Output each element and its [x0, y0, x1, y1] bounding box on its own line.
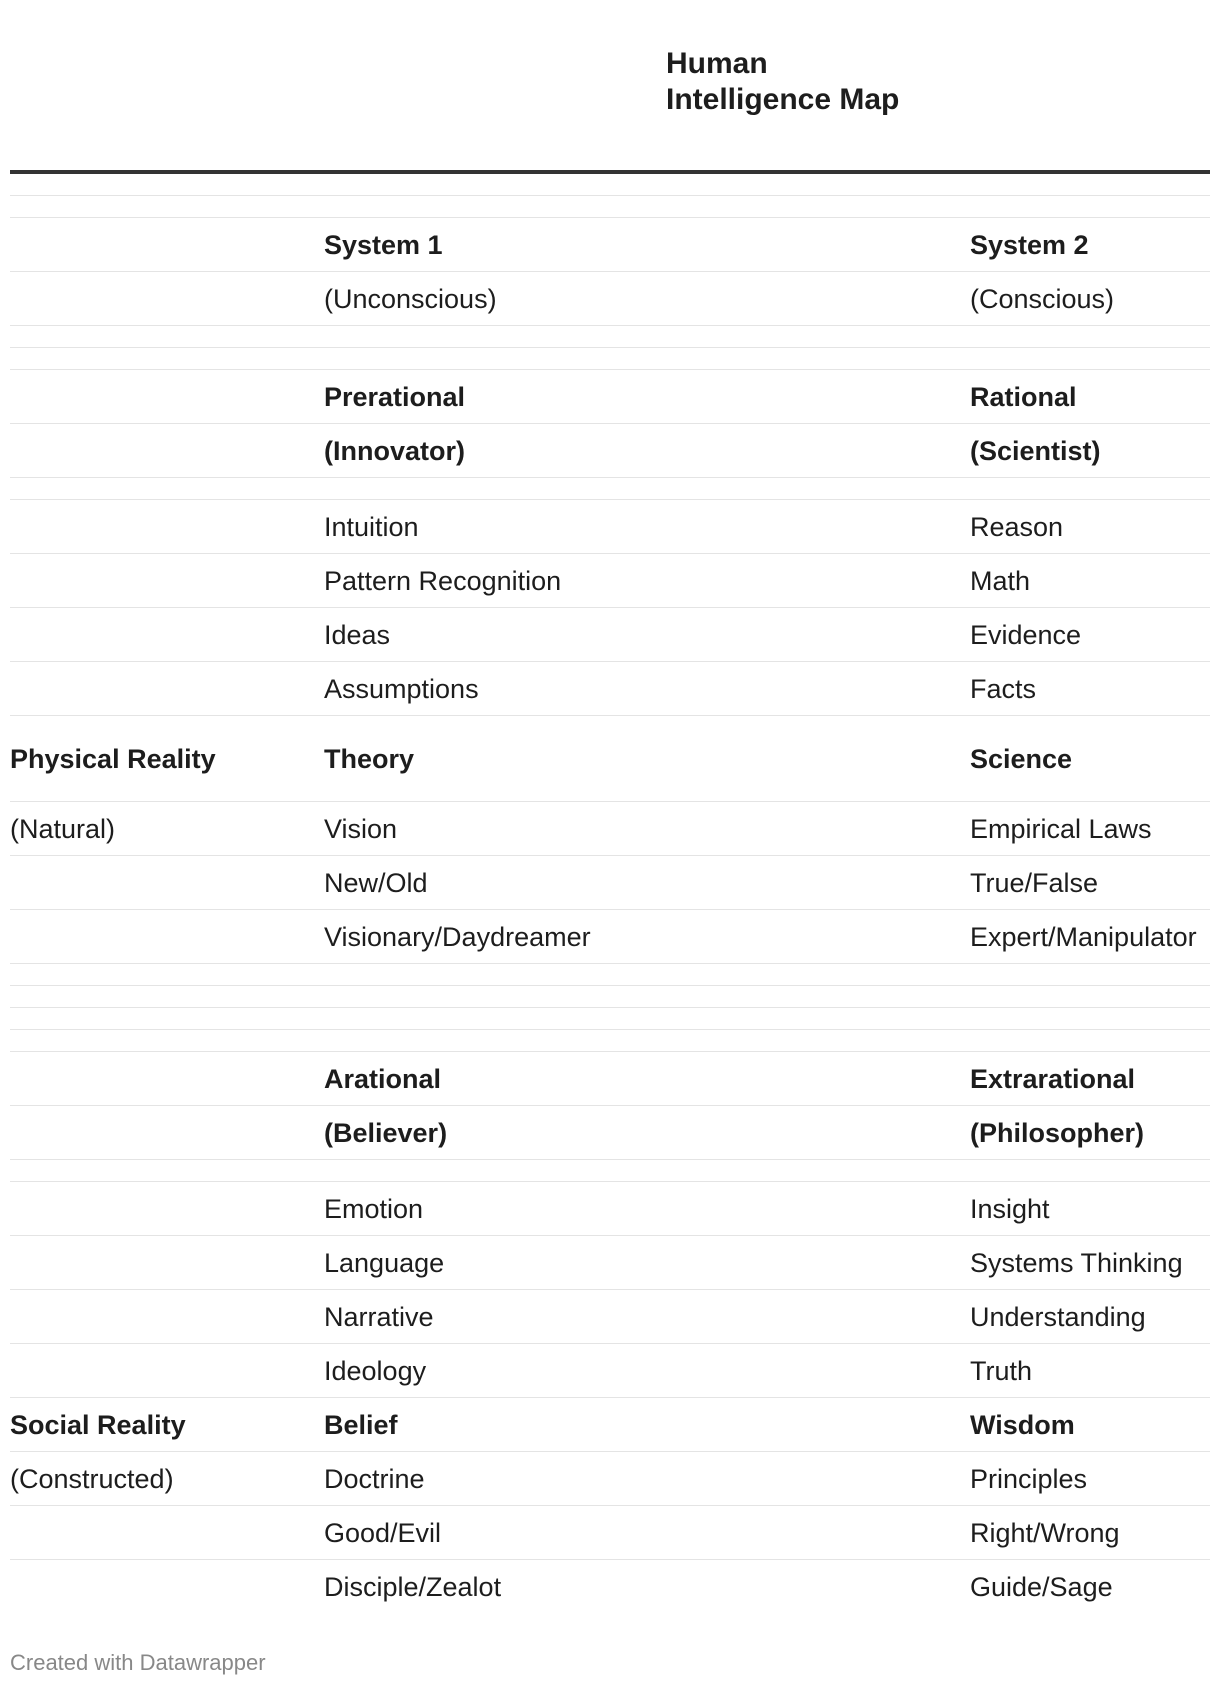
table-row	[10, 662, 1210, 716]
row-label	[10, 272, 310, 325]
system2-cell: Reason	[970, 511, 1064, 542]
system1-cell: Ideas	[324, 619, 391, 650]
system1-cell: Vision	[324, 813, 398, 844]
system2-cell: Guide/Sage	[970, 1572, 1113, 1602]
system2-cell: Truth	[970, 1355, 1033, 1386]
row-label	[10, 348, 310, 369]
row-label	[10, 910, 310, 963]
table-row	[10, 1560, 1210, 1614]
system2-cell	[970, 986, 1210, 1007]
system2-cell	[970, 478, 1210, 499]
system1-cell	[324, 348, 964, 369]
system1-cell: (Unconscious)	[324, 283, 497, 314]
row-label	[10, 608, 310, 661]
system1-cell	[324, 964, 964, 985]
table-row	[10, 1030, 1210, 1052]
system1-cell: Good/Evil	[324, 1517, 442, 1548]
system2-cell: (Philosopher)	[970, 1117, 1144, 1148]
system1-cell: Narrative	[324, 1301, 434, 1332]
table-header	[10, 0, 1210, 174]
system1-cell: Intuition	[324, 511, 419, 542]
row-label	[10, 1506, 310, 1559]
system2-cell: True/False	[970, 867, 1099, 898]
row-label	[10, 1160, 310, 1181]
system2-cell	[970, 174, 1210, 195]
system2-cell: Expert/Manipulator	[970, 921, 1197, 952]
system1-cell	[324, 1030, 964, 1051]
system1-cell	[324, 1160, 964, 1181]
row-label	[10, 1106, 310, 1159]
table-row	[10, 424, 1210, 478]
system1-cell: Disciple/Zealot	[324, 1572, 502, 1602]
system2-cell: Insight	[970, 1193, 1050, 1224]
table-row	[10, 1290, 1210, 1344]
row-label	[10, 1182, 310, 1235]
table-row	[10, 370, 1210, 424]
system2-cell: Right/Wrong	[970, 1517, 1120, 1548]
system1-cell: (Believer)	[324, 1117, 448, 1148]
system1-cell	[324, 196, 964, 217]
system2-cell: Science	[970, 743, 1073, 774]
system1-cell: Emotion	[324, 1193, 424, 1224]
table-row	[10, 1052, 1210, 1106]
system1-cell: Ideology	[324, 1355, 427, 1386]
system2-cell: Understanding	[970, 1301, 1146, 1332]
table-row	[10, 986, 1210, 1008]
table-row	[10, 272, 1210, 326]
table-row	[10, 608, 1210, 662]
row-label	[10, 964, 310, 985]
system1-cell: Prerational	[324, 381, 466, 412]
table-row	[10, 1452, 1210, 1506]
credit-text[interactable]: Created with Datawrapper	[10, 1650, 266, 1675]
table-row	[10, 326, 1210, 348]
system2-cell: Wisdom	[970, 1409, 1075, 1440]
row-label	[10, 1290, 310, 1343]
row-label	[10, 326, 310, 347]
table-row	[10, 1182, 1210, 1236]
row-label	[10, 218, 310, 271]
system2-cell: (Conscious)	[970, 283, 1115, 314]
system2-cell: Empirical Laws	[970, 813, 1152, 844]
system2-cell	[970, 964, 1210, 985]
system2-cell	[970, 1008, 1210, 1029]
system1-cell: Arational	[324, 1063, 442, 1094]
system1-cell	[324, 1008, 964, 1029]
system1-cell	[324, 478, 964, 499]
table-row	[10, 348, 1210, 370]
system1-cell: (Innovator)	[324, 435, 465, 466]
system2-cell: Extrarational	[970, 1063, 1136, 1094]
table-row	[10, 1344, 1210, 1398]
row-label	[10, 1008, 310, 1029]
row-label	[10, 478, 310, 499]
table-row	[10, 218, 1210, 272]
row-label	[10, 1560, 310, 1614]
table-row	[10, 174, 1210, 196]
table-row	[10, 1506, 1210, 1560]
table-row	[10, 500, 1210, 554]
system2-cell: Facts	[970, 673, 1037, 704]
row-label	[10, 1052, 310, 1105]
row-label	[10, 986, 310, 1007]
system2-cell	[970, 196, 1210, 217]
row-label	[10, 1344, 310, 1397]
table-row	[10, 856, 1210, 910]
row-label	[10, 1236, 310, 1289]
system2-cell	[970, 1030, 1210, 1051]
system1-cell: Language	[324, 1247, 445, 1278]
table-row	[10, 196, 1210, 218]
row-label: Physical Reality	[10, 743, 216, 774]
row-label	[10, 662, 310, 715]
table-row	[10, 802, 1210, 856]
row-label	[10, 424, 310, 477]
system2-cell: Rational	[970, 381, 1077, 412]
system1-cell: Doctrine	[324, 1463, 425, 1494]
system1-cell: Assumptions	[324, 673, 479, 704]
table-title: Human Intelligence Map	[666, 47, 900, 116]
system2-cell	[970, 326, 1210, 347]
system2-cell: (Scientist)	[970, 435, 1101, 466]
row-label	[10, 500, 310, 553]
table-row	[10, 554, 1210, 608]
table-row	[10, 964, 1210, 986]
system1-cell: Visionary/Daydreamer	[324, 921, 591, 952]
row-label	[10, 370, 310, 423]
system1-cell	[324, 326, 964, 347]
system2-cell	[970, 1160, 1210, 1181]
system1-cell: Belief	[324, 1409, 398, 1440]
table-row	[10, 1160, 1210, 1182]
system1-cell: System 1	[324, 229, 443, 260]
system1-cell	[324, 986, 964, 1007]
row-label: Social Reality	[10, 1409, 186, 1440]
table-row	[10, 478, 1210, 500]
system2-cell: Principles	[970, 1463, 1088, 1494]
row-label: (Natural)	[10, 813, 116, 844]
system2-cell: Evidence	[970, 619, 1082, 650]
table-row	[10, 1008, 1210, 1030]
row-label	[10, 196, 310, 217]
system1-cell: New/Old	[324, 867, 428, 898]
table-row	[10, 1106, 1210, 1160]
system1-cell: Theory	[324, 743, 415, 774]
system1-cell	[324, 174, 964, 195]
table-row	[10, 910, 1210, 964]
table-row	[10, 716, 1210, 802]
system2-cell: Math	[970, 565, 1031, 596]
row-label	[10, 856, 310, 909]
system2-cell	[970, 348, 1210, 369]
system1-cell: Pattern Recognition	[324, 565, 562, 596]
row-label	[10, 174, 310, 195]
table-row	[10, 1398, 1210, 1452]
row-label: (Constructed)	[10, 1463, 174, 1494]
row-label	[10, 1030, 310, 1051]
row-label	[10, 554, 310, 607]
table-row	[10, 1236, 1210, 1290]
system2-cell: Systems Thinking	[970, 1247, 1183, 1278]
system2-cell: System 2	[970, 229, 1089, 260]
